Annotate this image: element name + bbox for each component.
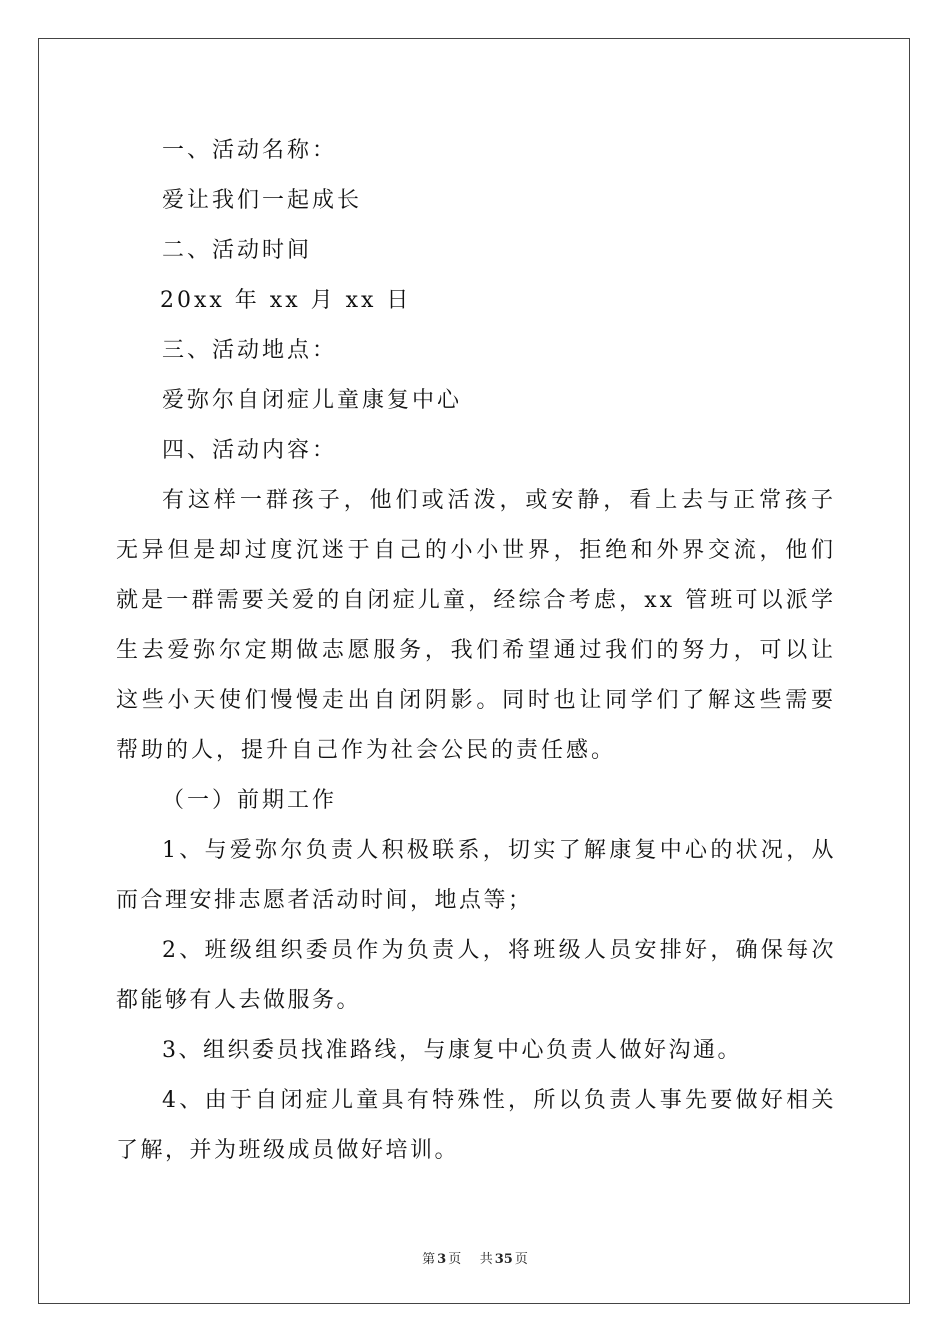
activity-name: 爱让我们一起成长 [162,188,363,213]
section-heading-content: 四、活动内容： [162,438,338,463]
page-footer [0,1248,950,1267]
section-heading-name: 一、活动名称： [162,138,338,163]
list-item: 3、组织委员找准路线，与康复中心负责人做好沟通。 [162,1038,742,1063]
footer-page-number: 3 [437,1252,447,1267]
section-heading-time: 二、活动时间 [162,238,313,263]
footer-total-pages: 35 [494,1252,513,1267]
section-heading-location: 三、活动地点： [162,338,338,363]
footer-page-suffix: 页 [448,1252,462,1267]
footer-total-suffix: 页 [514,1252,528,1267]
document-body [116,126,836,1176]
subheading-preparation: （一）前期工作 [162,788,338,813]
activity-location: 爱弥尔自闭症儿童康复中心 [162,388,463,413]
footer-total-prefix: 共 [479,1252,493,1267]
activity-time: 20xx 年 xx 月 xx 日 [160,288,412,313]
list-item: 2、班级组织委员作为负责人，将班级人员安排好，确保每次都能够有人去做服务。 [116,938,836,1013]
list-item: 4、由于自闭症儿童具有特殊性，所以负责人事先要做好相关了解，并为班级成员做好培训。 [116,1088,836,1163]
list-item: 1、与爱弥尔负责人积极联系，切实了解康复中心的状况，从而合理安排志愿者活动时间，地点等； [116,838,836,913]
intro-paragraph: 有这样一群孩子，他们或活泼，或安静，看上去与正常孩子无异但是却过度沉迷于自己的小小世界，拒绝和外界交流，他们就是一群需要关爱的自闭症儿童，经综合考虑，xx 管班可以派学生去爱弥尔定期做志愿服务，我们希望通过我们的努力，可以让这些小天使们慢慢走出自闭阴影。同时也让同学们了解这些需要帮助的人，提升自己作为社会公民的责任感。 [116,488,836,763]
footer-prefix: 第 [422,1252,436,1267]
